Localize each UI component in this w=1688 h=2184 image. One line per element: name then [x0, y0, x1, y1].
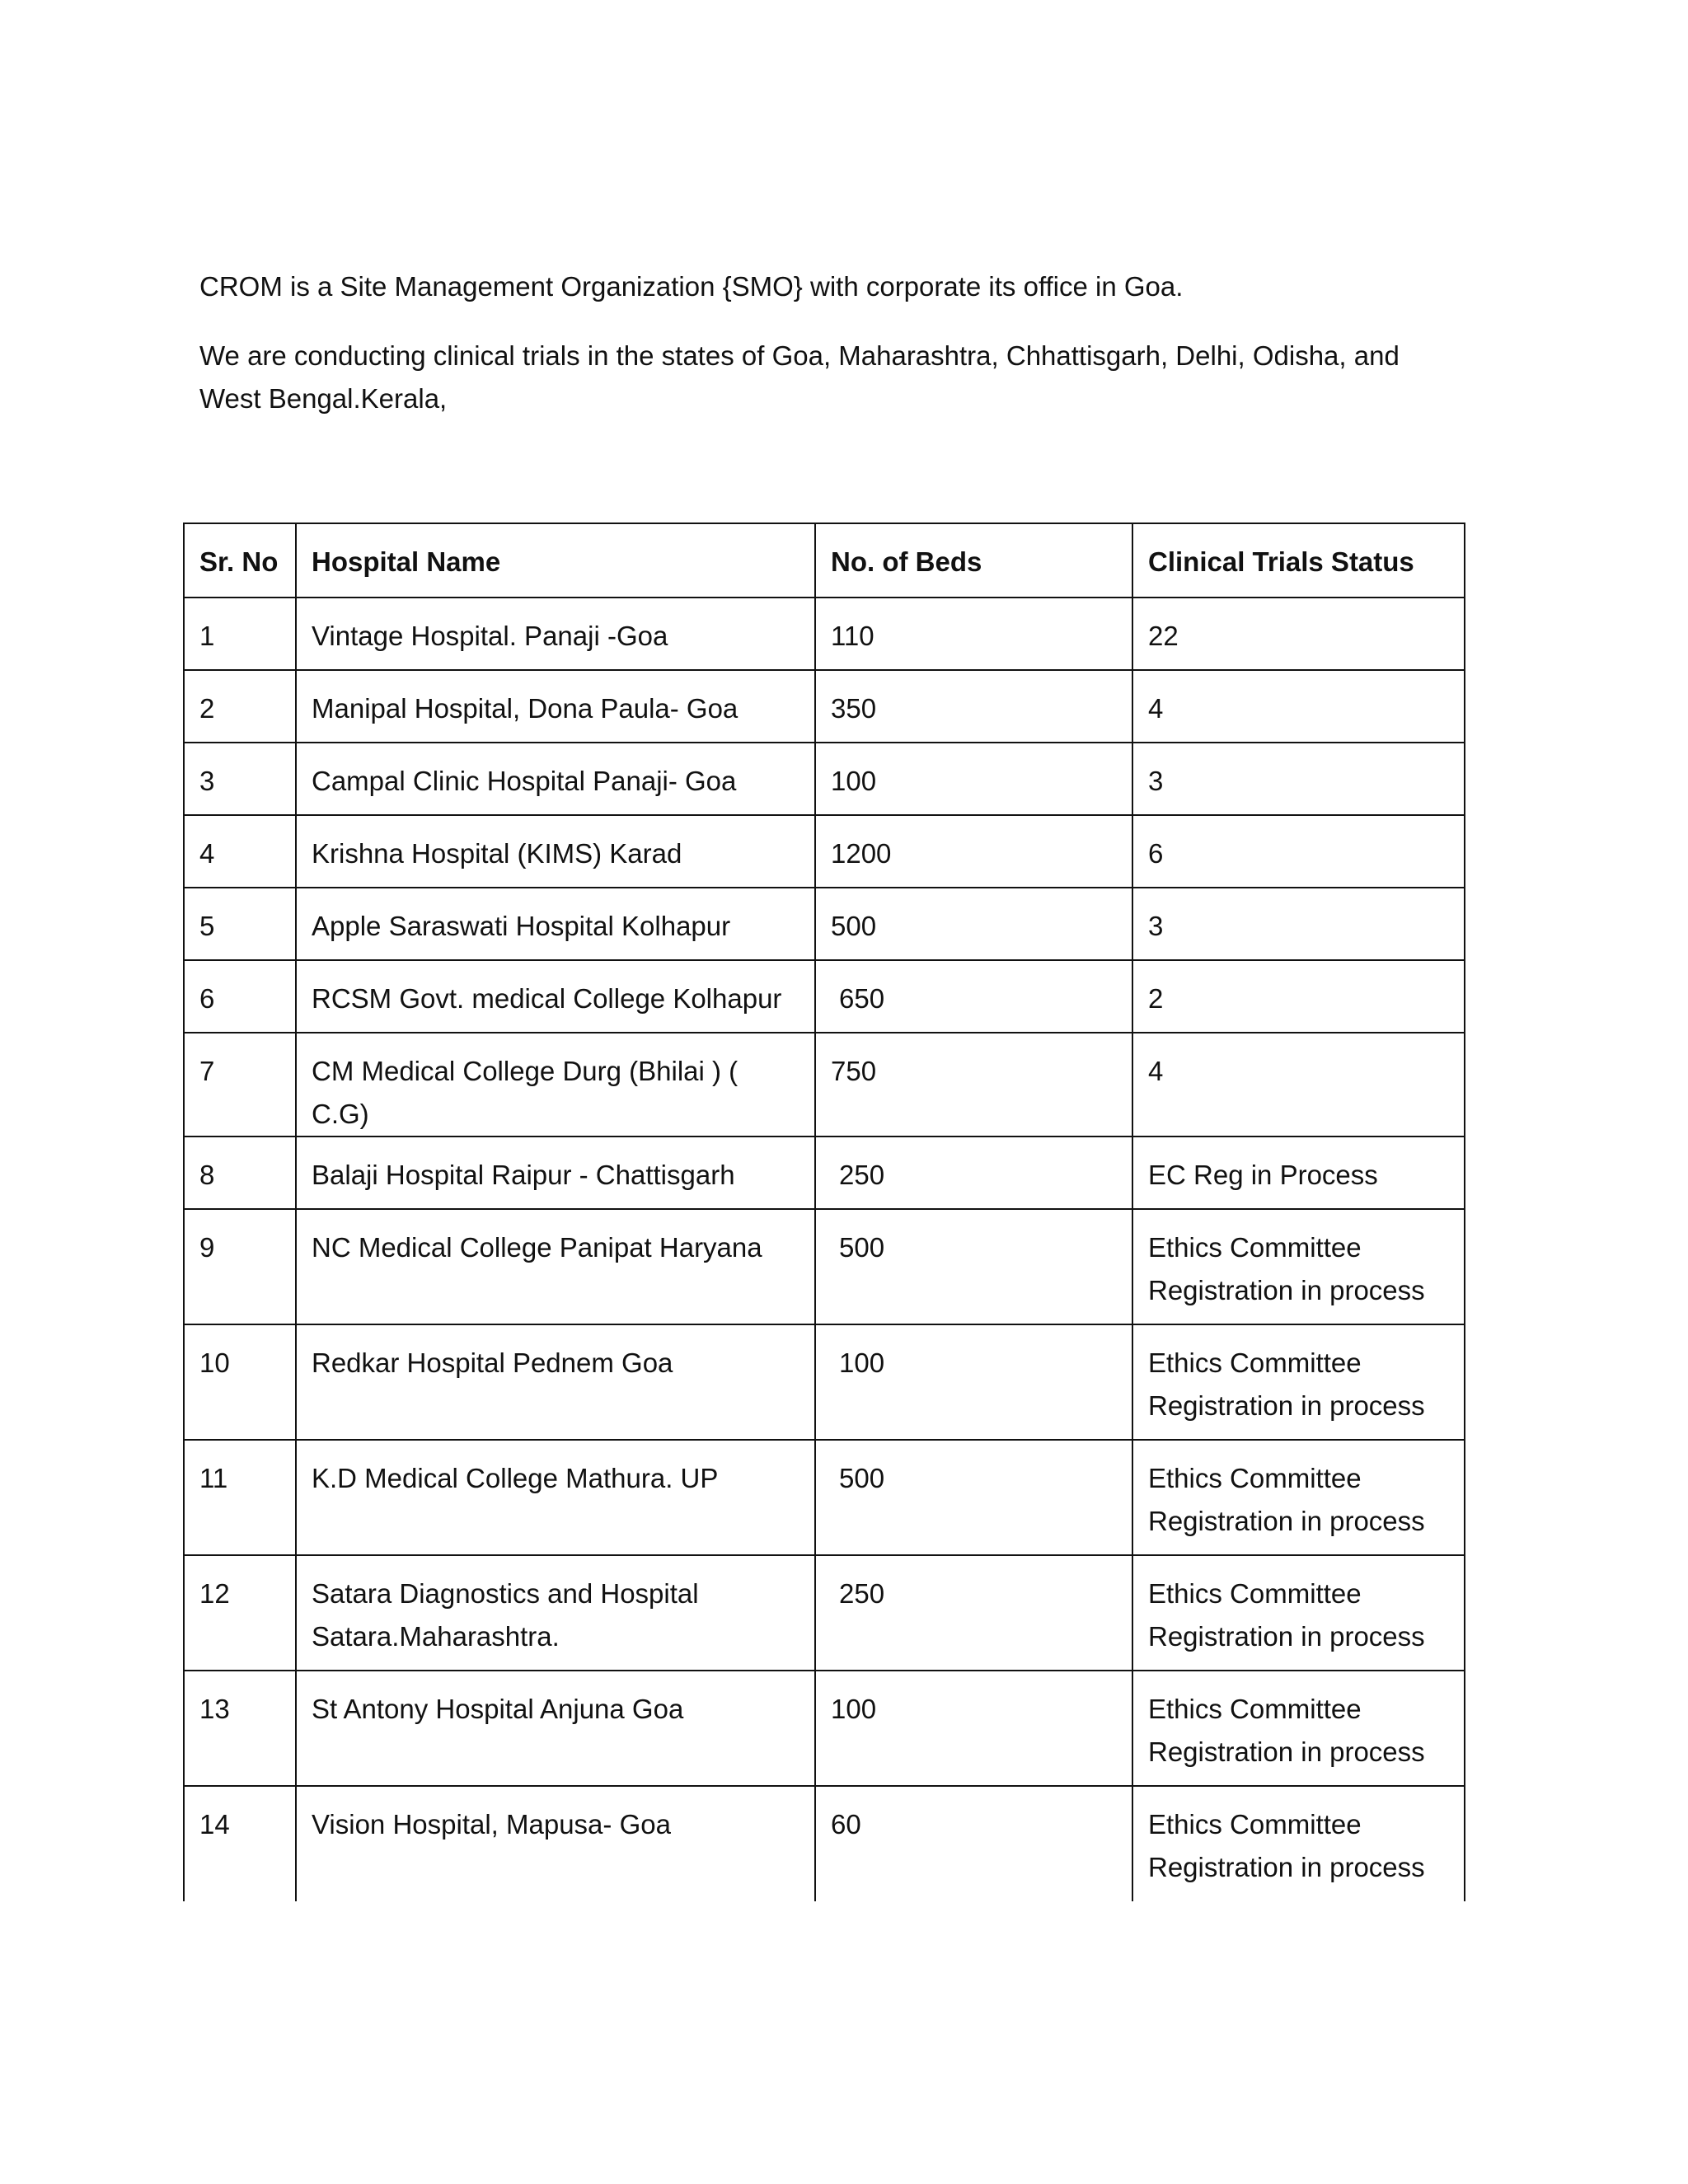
cell-status: 2: [1132, 960, 1465, 1033]
cell-beds: 500: [815, 888, 1132, 960]
cell-hospital: K.D Medical College Mathura. UP: [296, 1440, 815, 1555]
cell-beds: 100: [815, 1324, 1132, 1440]
table-row: [184, 960, 1465, 1033]
cell-sr: 5: [184, 888, 296, 960]
table-row: [184, 1786, 1465, 1901]
cell-beds: 500: [815, 1440, 1132, 1555]
cell-status: EC Reg in Process: [1132, 1137, 1465, 1209]
cell-sr: 8: [184, 1137, 296, 1209]
cell-hospital: Redkar Hospital Pednem Goa: [296, 1324, 815, 1440]
cell-status: Ethics Committee Registration in process: [1132, 1555, 1465, 1671]
cell-status: 3: [1132, 888, 1465, 960]
cell-status: 4: [1132, 670, 1465, 743]
cell-sr: 4: [184, 815, 296, 888]
hospital-table: [183, 523, 1465, 1901]
header-hospital-name: Hospital Name: [296, 523, 815, 598]
cell-status: Ethics Committee Registration in process: [1132, 1671, 1465, 1786]
cell-status: Ethics Committee Registration in process: [1132, 1209, 1465, 1324]
cell-hospital: Apple Saraswati Hospital Kolhapur: [296, 888, 815, 960]
cell-sr: 11: [184, 1440, 296, 1555]
table-row: [184, 743, 1465, 815]
cell-sr: 9: [184, 1209, 296, 1324]
cell-beds: 350: [815, 670, 1132, 743]
cell-hospital: St Antony Hospital Anjuna Goa: [296, 1671, 815, 1786]
table-row: [184, 888, 1465, 960]
table-row: [184, 1033, 1465, 1137]
table-row: [184, 1137, 1465, 1209]
cell-hospital: RCSM Govt. medical College Kolhapur: [296, 960, 815, 1033]
table-row: [184, 1671, 1465, 1786]
cell-beds: 650: [815, 960, 1132, 1033]
cell-hospital: Vision Hospital, Mapusa- Goa: [296, 1786, 815, 1901]
table-row: [184, 598, 1465, 670]
cell-sr: 13: [184, 1671, 296, 1786]
cell-hospital: Campal Clinic Hospital Panaji- Goa: [296, 743, 815, 815]
cell-sr: 12: [184, 1555, 296, 1671]
intro-line-2: We are conducting clinical trials in the states of Goa, Maharashtra, Chhattisgarh, Delhi, Odisha, and West Bengal.Kerala,: [199, 340, 1400, 414]
cell-status: Ethics Committee Registration in process: [1132, 1440, 1465, 1555]
cell-status: 22: [1132, 598, 1465, 670]
table-row: [184, 1324, 1465, 1440]
cell-sr: 7: [184, 1033, 296, 1137]
cell-sr: 2: [184, 670, 296, 743]
header-trials-status: Clinical Trials Status: [1132, 523, 1465, 598]
intro-line-1: CROM is a Site Management Organization {SMO} with corporate its office in Goa.: [199, 271, 1184, 302]
cell-beds: 750: [815, 1033, 1132, 1137]
cell-hospital: Balaji Hospital Raipur - Chattisgarh: [296, 1137, 815, 1209]
header-no-of-beds: No. of Beds: [815, 523, 1132, 598]
cell-beds: 1200: [815, 815, 1132, 888]
cell-beds: 250: [815, 1555, 1132, 1671]
cell-sr: 14: [184, 1786, 296, 1901]
cell-status: Ethics Committee Registration in process: [1132, 1786, 1465, 1901]
cell-status: 3: [1132, 743, 1465, 815]
cell-beds: 500: [815, 1209, 1132, 1324]
cell-beds: 60: [815, 1786, 1132, 1901]
cell-hospital: CM Medical College Durg (Bhilai ) ( C.G): [296, 1033, 815, 1137]
cell-beds: 100: [815, 1671, 1132, 1786]
table-row: [184, 670, 1465, 743]
cell-status: 4: [1132, 1033, 1465, 1137]
cell-sr: 6: [184, 960, 296, 1033]
cell-sr: 10: [184, 1324, 296, 1440]
cell-status: Ethics Committee Registration in process: [1132, 1324, 1465, 1440]
cell-sr: 1: [184, 598, 296, 670]
table-header-row: [184, 523, 1465, 598]
cell-sr: 3: [184, 743, 296, 815]
cell-status: 6: [1132, 815, 1465, 888]
cell-beds: 250: [815, 1137, 1132, 1209]
header-sr-no: Sr. No: [184, 523, 296, 598]
cell-hospital: Manipal Hospital, Dona Paula- Goa: [296, 670, 815, 743]
cell-beds: 110: [815, 598, 1132, 670]
cell-hospital: NC Medical College Panipat Haryana: [296, 1209, 815, 1324]
cell-hospital: Satara Diagnostics and Hospital Satara.Maharashtra.: [296, 1555, 815, 1671]
cell-beds: 100: [815, 743, 1132, 815]
cell-hospital: Vintage Hospital. Panaji -Goa: [296, 598, 815, 670]
cell-hospital: Krishna Hospital (KIMS) Karad: [296, 815, 815, 888]
table-row: [184, 1555, 1465, 1671]
table-row: [184, 815, 1465, 888]
table-row: [184, 1440, 1465, 1555]
table-row: [184, 1209, 1465, 1324]
